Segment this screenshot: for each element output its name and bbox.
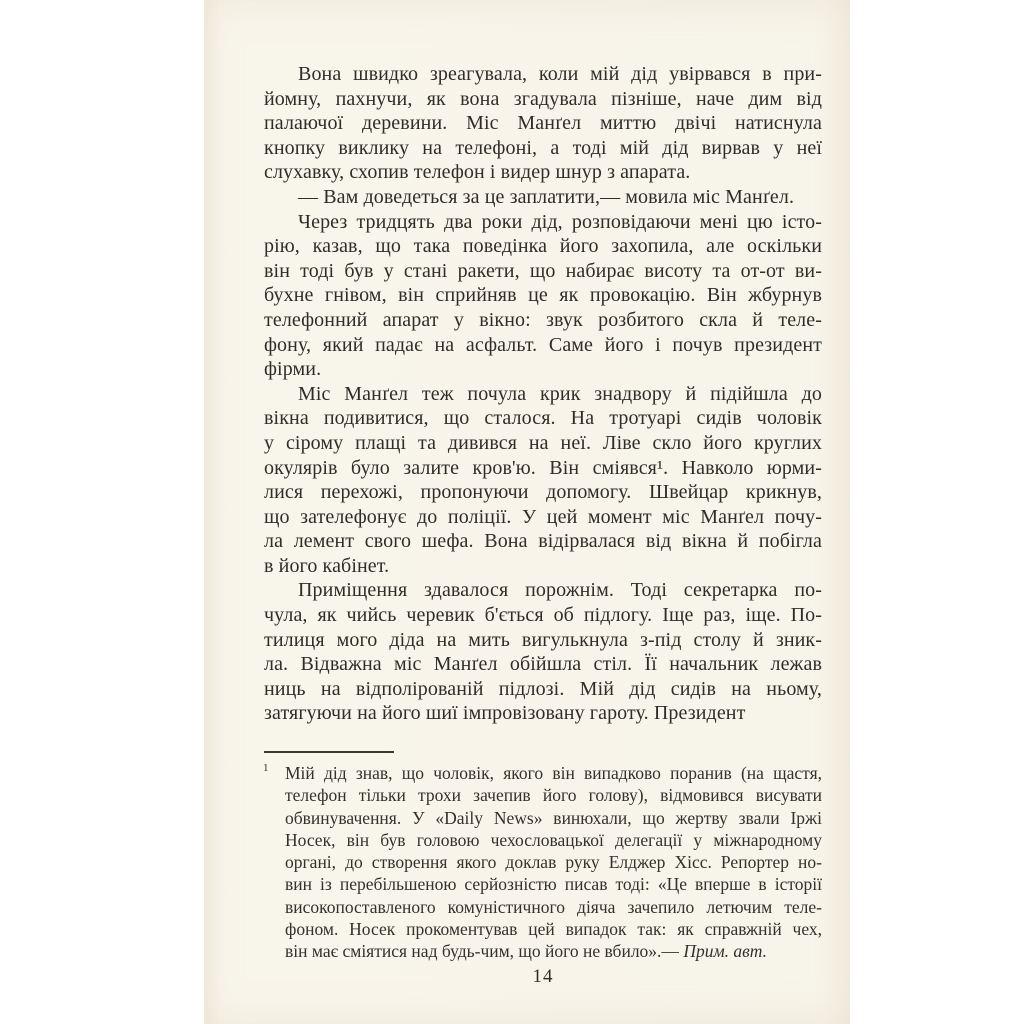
text-line: Приміщення здавалося порожнім. Тоді секретарка по- xyxy=(298,579,822,602)
footnote-divider xyxy=(264,751,394,753)
text-line: лися перехожі, пропонуючи допомогу. Швейцар крикнув, xyxy=(264,481,822,504)
page-number: 14 xyxy=(532,966,554,987)
footnote-line xyxy=(285,829,822,851)
paragraph xyxy=(264,578,822,726)
text-line: у сірому плащі та дивився на неї. Ліве скло його круглих xyxy=(264,431,822,454)
footnote-line-text: вин із перебільшеною серйозністю писав тоді: «Це вперше в історії xyxy=(285,874,822,895)
text-line: фону, який падає на асфальт. Саме його і почув президент xyxy=(264,333,822,356)
footnote-author-note: Прим. авт. xyxy=(683,941,767,962)
text-line: Міс Манґел теж почула крик знадвору й підійшла до xyxy=(298,382,822,405)
text-line: кнопку виклику на телефоні, а тоді мій дід вирвав у неї xyxy=(264,136,822,159)
footnote-line xyxy=(285,851,822,873)
footnote-line-text: він має сміятися над будь-чим, що його не вбило».— xyxy=(285,941,684,962)
footnote-line-text: органі, до створення якого доклав руку Елджер Хісс. Репортер но- xyxy=(285,852,822,873)
footnote-line-text: високопоставленого комуністичного діяча зачепило летючим теле- xyxy=(285,896,822,917)
footnote-lines xyxy=(285,762,822,963)
footnote-line-text: обвинувачення. У «Daily News» винюхали, що жертву звали Іржі xyxy=(285,807,822,828)
text-line: чула, як чийсь черевик б'ється об підлогу. Іще раз, іще. По- xyxy=(264,604,822,627)
body-text xyxy=(264,62,822,726)
text-line: окулярів було залите кров'ю. Він сміявся¹. Навколо юрми- xyxy=(264,456,822,479)
text-line: в його кабінет. xyxy=(264,554,390,577)
footnote-line xyxy=(285,762,822,784)
footnote xyxy=(285,762,822,963)
paragraph xyxy=(264,62,822,185)
text-line: вікна подивитися, що сталося. На тротуарі сидів чоловік xyxy=(264,407,822,430)
footnote-line xyxy=(285,807,822,829)
text-line: бухне гнівом, він сприйняв це як провокацію. Він жбурнув xyxy=(264,284,822,307)
paragraph xyxy=(264,210,822,382)
text-line: тилиця мого діда на мить вигулькнула з-під столу й зник- xyxy=(264,628,822,651)
footnote-line xyxy=(285,940,822,962)
text-line: ла. Відважна міс Манґел обійшла стіл. Її начальник лежав xyxy=(264,653,822,676)
text-line: ниць на відполірованій підлозі. Мій дід сидів на ньому, xyxy=(264,677,822,700)
footnote-line xyxy=(285,784,822,806)
text-line: — Вам доведеться за це заплатити,— мовила міс Манґел. xyxy=(298,185,795,208)
text-line: ла лемент свого шефа. Вона відірвалася від вікна й побігла xyxy=(264,530,822,553)
text-line: фірми. xyxy=(264,358,322,381)
footnote-line xyxy=(285,918,822,940)
text-line: телефонний апарат у вікно: звук розбитого скла й теле- xyxy=(264,308,822,331)
footnote-line-text: Мій дід знав, що чоловік, якого він випадково поранив (на щастя, xyxy=(285,763,822,783)
footnote-line-text: фоном. Носек прокоментував цей випадок так: як справжній чех, xyxy=(285,919,822,940)
footnote-line xyxy=(285,896,822,918)
text-line: слухавку, схопив телефон і видер шнур з апарата. xyxy=(264,161,691,184)
text-line: що зателефонує до поліції. У цей момент міс Манґел почу- xyxy=(264,505,822,528)
footnote-marker: 1 xyxy=(263,762,269,774)
text-line: йомну, пахнучи, як вона згадувала пізніше, наче дим від xyxy=(264,87,822,110)
paragraph xyxy=(264,185,822,210)
footnote-line xyxy=(285,873,822,895)
text-line: затягуючи на його шиї імпровізовану гароту. Президент xyxy=(264,702,746,725)
text-line: Через тридцять два роки дід, розповідаючи мені цю істо- xyxy=(298,210,822,233)
text-line: палаючої деревини. Міс Манґел миттю двічі натиснула xyxy=(264,112,822,135)
footnote-line-text: телефон тільки трохи зачепив його голову), відмовився висувати xyxy=(285,785,822,806)
book-page xyxy=(204,0,850,1024)
text-line: Вона швидко зреагувала, коли мій дід увірвався в при- xyxy=(298,63,822,85)
text-line: рію, казав, що така поведінка його захопила, але оскільки xyxy=(264,235,822,258)
footnote-line-text: Носек, він був головою чехословацької делегації у міжнародному xyxy=(285,829,822,850)
paragraph xyxy=(264,382,822,579)
text-line: він тоді був у стані ракети, що набирає висоту та от-от ви- xyxy=(264,259,822,282)
